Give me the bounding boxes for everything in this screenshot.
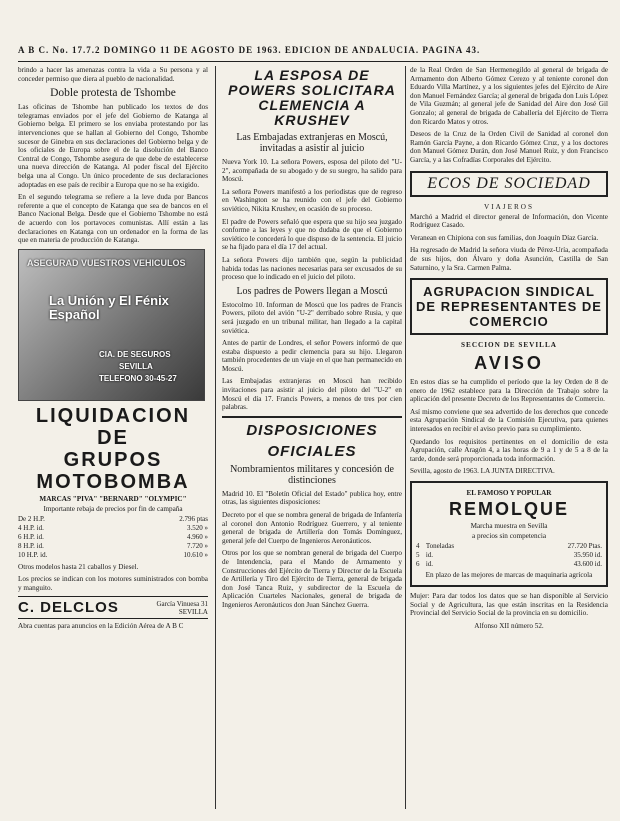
notice-heading: AGRUPACION SINDICAL DE REPRESENTANTES DE COMERCIO [410, 278, 608, 335]
column-middle [222, 66, 402, 809]
subheadline: Las Embajadas extranjeras en Moscú, invitadas a asistir al juicio [236, 132, 388, 154]
price-row [416, 551, 602, 560]
ad-heading: REMOLQUE [448, 499, 569, 520]
paragraph: Marchó a Madrid el director general de Información, don Vicente Rodríguez Casado. [410, 212, 608, 230]
section-heading: OFICIALES [267, 442, 357, 460]
column-rule [405, 66, 406, 809]
masthead: A B C. No. 17.7.2 DOMINGO 11 DE AGOSTO DE 1963. EDICION DE ANDALUCIA. PAGINA 43. [18, 45, 608, 62]
ad-line: ASEGURAD VUESTROS VEHICULOS [27, 257, 186, 268]
price-label: 4 H.P. id. [18, 523, 44, 532]
column-right [410, 66, 608, 809]
article-title: Doble protesta de Tshombe [50, 87, 176, 100]
paragraph: Decreto por el que se nombra general de brigada de Infantería al coronel don Antonio Rodríguez Guerrero, y al teniente general de brigada de Artillería don Tomás Domínguez, general jefe del Cuerpo de Ingenieros Aeronáuticos. [222, 511, 402, 545]
price-row [416, 542, 602, 551]
price-cell: id. [425, 551, 434, 560]
price-row [18, 533, 208, 542]
paragraph: Las Embajadas extranjeras en Moscú han recibido invitaciones para asistir al juicio del piloto del "U-2" en Moscú el día 17. Francis Powers, a menos de tres por cien palabras. [222, 377, 402, 412]
address: Alfonso XII número 52. [474, 621, 544, 630]
price-row [18, 515, 208, 524]
paragraph: Nueva York 10. La señora Powers, esposa del piloto del "U-2", acompañada de su abogado y de su suegro, ha salido para Moscú. [222, 158, 402, 184]
price-cell: id. [425, 560, 434, 569]
price-row [416, 560, 602, 569]
ad-overline: EL FAMOSO Y POPULAR [466, 489, 552, 498]
paragraph: Las oficinas de Tshombe han publicado los textos de dos telegramas enviados por el jefe del Gobierno de Katanga al Gobierno belga. El primero se los enviaba protestando por las intervenciones que se hallan al Gobierno del Congo, Tshombe sucesor de Ginebra en sus declaraciones del Gobierno belga y de los oficiales de Europa sobre el de la disolución del Banco Central de Congo, Tshombe asegura de que debe de establecerse una nueva dirección de Katanga. Al poder fiscal del Ejército belga una al Congo. Un único procedente de sus declaraciones adoptadas en ese país de recibir a Europa que no se ha exigido. [18, 103, 208, 189]
ad-subtitle: a precios sin competencia [471, 532, 547, 541]
ad-brand: La Unión y El Fénix Español [49, 292, 169, 322]
ad-brands: MARCAS "PIVA" "BERNARD" "OLYMPIC" [39, 494, 187, 503]
paragraph: Ha regresado de Madrid la señora viuda de Pérez-Uría, acompañada de sus hijos, don Álvaro y doña Asunción, Castilla de San Saturnino, y la Sra. Carmen Palma. [410, 246, 608, 272]
ad-line: SEVILLA [119, 361, 153, 371]
signature: Sevilla, agosto de 1963. LA JUNTA DIRECTIVA. [410, 467, 555, 476]
subheadline: Nombramientos militares y concesión de distinciones [230, 463, 394, 486]
paragraph: El padre de Powers señaló que espera que su hijo sea juzgado conforme a las leyes y que no dudaba de que el Gobierno soviético le concederá lo que dispuso de la sentencia. El juicio se ha fijado para el día 17 del actual. [222, 217, 402, 252]
price-label: 10 H.P. id. [18, 550, 48, 559]
price-cell: 35.950 id. [573, 551, 602, 560]
paragraph: La señora Powers dijo también que, según la publicidad habida todas las naciones necesarias para ser excusados de su proceso que lo indicado en el juicio del piloto. [222, 255, 402, 282]
paragraph: Abra cuentas para anuncios en la Edición Aérea de A B C [18, 622, 184, 631]
ad-note: En plazo de las mejores de marcas de maquinaria agrícola [425, 571, 593, 580]
price-value: 4.960 » [187, 532, 208, 541]
paragraph: Madrid 10. El "Boletín Oficial del Estado" publica hoy, entre otras, las siguientes disposiciones: [222, 489, 402, 507]
column-rule [215, 66, 216, 809]
paragraph: Otros modelos hasta 21 caballos y Diesel. [18, 562, 139, 571]
price-cell: 43.600 id. [573, 560, 602, 569]
paragraph: Veranean en Chipiona con sus familias, don Joaquín Díaz García. [410, 233, 599, 242]
price-row [18, 524, 208, 533]
price-value: 10.610 » [183, 550, 208, 559]
price-row [18, 551, 208, 560]
paragraph: En estos días se ha cumplido el período que la ley Orden de 8 de enero de 1962 establece para la Dirección de Trabajo sobre la aplicación del presente Decreto de los Representantes de Comercio. [410, 378, 608, 404]
price-cell: 5 [416, 551, 420, 560]
price-table [18, 515, 208, 560]
price-value: 2.796 ptas [179, 514, 208, 523]
divider [222, 416, 402, 418]
price-cell: 6 [416, 560, 420, 569]
price-row [18, 542, 208, 551]
paragraph: Antes de partir de Londres, el señor Powers informó de que estaba dispuesto a pedir clemencia para su hijo. Llegaron también procedentes de un viaje en el que han permanecido en Moscú. [222, 339, 402, 373]
price-cell: 4 [416, 542, 420, 551]
paragraph: Otros por los que se nombran general de brigada del Cuerpo de Intendencia, para el Mando de Armamento y Construcciones del Ejército de Tierra y Director de la Escuela de Artillería y Tiro del Ejército de Tierra, general de brigada don José Tanca Ruiz, y subdirector de la Escuela de Aplicación Cuarteles Nacionales, general de brigada de Ingenieros Aeronáuticos don Juan Sánchez Guerra. [222, 549, 402, 609]
paragraph: Estocolmo 10. Informan de Moscú que los padres de Francis Powers, piloto del avión "U-2" derribado sobre Rusia, y que será juzgado en un tribunal militar, han llegado a la capital soviética. [222, 300, 402, 335]
paragraph: En el segundo telegrama se refiere a la leve duda por Bancos referente a que el concepto de Katanga que sea de bancos en el Banco Nacional Belga. Desde que el Gobierno Tshombe no está de acuerdo con los portavoces comunistas. Allí están a las declaraciones en Katanga con un ordenador en la forma de las que en materia de producción de Katanga. [18, 193, 208, 245]
column-left [18, 66, 208, 809]
paragraph: brindo a hacer las amenazas contra la vida a Su persona y al conceder permiso que diera al pueblo de nacionalidad. [18, 66, 208, 83]
paragraph: Quedando los requisitos pertinentes en el domicilio de esta Agrupación, calle Aragón 4, a las horas de 9 a 1 y de 5 a 8 de la tarde, donde será proporcionada toda información. [410, 437, 608, 463]
paragraph: Mujer: Para dar todos los datos que se han disponible al Servicio Social y de Agricultura, las que están inscritas en la Residencia Provincial del Servicio Social de la provincia en su domicilio. [410, 592, 608, 618]
price-value: 3.520 » [187, 523, 208, 532]
advertiser-address: García Vinuesa 31 SEVILLA [156, 599, 208, 616]
section-subheading: VIAJEROS [484, 202, 534, 211]
paragraph: Así mismo conviene que sea advertido de los derechos que concede esta Agrupación Sindical de la Comisión Ejecutiva, para quienes interesados en recibir el aviso previo para su cumplimiento. [410, 407, 608, 434]
paragraph: de la Real Orden de San Hermenegildo al general de brigada de Armamento don Alberto Gómez Cerezo y al teniente coronel don Eduardo Villa Martínez, y a los siguientes jefes del Ejército de Aire don Manuel Fernández García; al general de brigada don Luis López de Vila Guzmán; al general jefe de Sanidad del Aire don José Gil Gonzalo; al general de brigada de Caballería del Ejército de Tierra don Ricardo Matos y otros. [410, 66, 608, 126]
ad-heading: GRUPOS MOTOBOMBA [36, 448, 190, 493]
price-label: 8 H.P. id. [18, 541, 44, 550]
notice-subheading: SECCION DE SEVILLA [461, 341, 557, 350]
price-cell: 27.720 Ptas. [567, 542, 602, 551]
notice-title: AVISO [474, 353, 544, 374]
ad-subtitle: Importante rebaja de precios por fin de campaña [43, 504, 183, 513]
advertiser-name: C. DELCLOS [18, 599, 119, 617]
ad-line: CIA. DE SEGUROS [99, 349, 171, 359]
price-table [416, 542, 602, 569]
subheadline: Los padres de Powers llegan a Moscú [236, 285, 388, 297]
headline: LA ESPOSA DE POWERS SOLICITARA CLEMENCIA A KRUSHEV [228, 67, 396, 128]
remolque-ad [410, 481, 608, 587]
section-heading: DISPOSICIONES [246, 421, 378, 439]
price-value: 7.720 » [187, 541, 208, 550]
ad-line: TELEFONO 30-45-27 [99, 373, 177, 383]
section-heading: ECOS DE SOCIEDAD [410, 171, 608, 197]
price-label: De 2 H.P. [18, 514, 45, 523]
paragraph: Los precios se indican con los motores suministrados con bomba y manguito. [18, 575, 208, 592]
ad-subtitle: Marcha muestra en Sevilla [470, 522, 548, 531]
paragraph: Deseos de la Cruz de la Orden Civil de Sanidad al coronel don Ramón García Payne, a don Ricardo Gómez Cruz, y a los doctores don Manuel Gómez Durán, don José Manuel Ruiz, y don Francisco García, y a las Cofradías Corporales del Ejército. [410, 130, 608, 164]
insurance-ad-image [18, 249, 205, 401]
paragraph: La señora Powers manifestó a los periodistas que de regreso en Washington se ha reunido con el jefe del Gobierno soviético, Nikita Krushev, en ocasión de su proceso. [222, 187, 402, 213]
ad-footer [18, 596, 208, 619]
ad-heading: LIQUIDACION DE [35, 404, 191, 449]
price-label: 6 H.P. id. [18, 532, 44, 541]
price-cell: Toneladas [425, 542, 455, 551]
